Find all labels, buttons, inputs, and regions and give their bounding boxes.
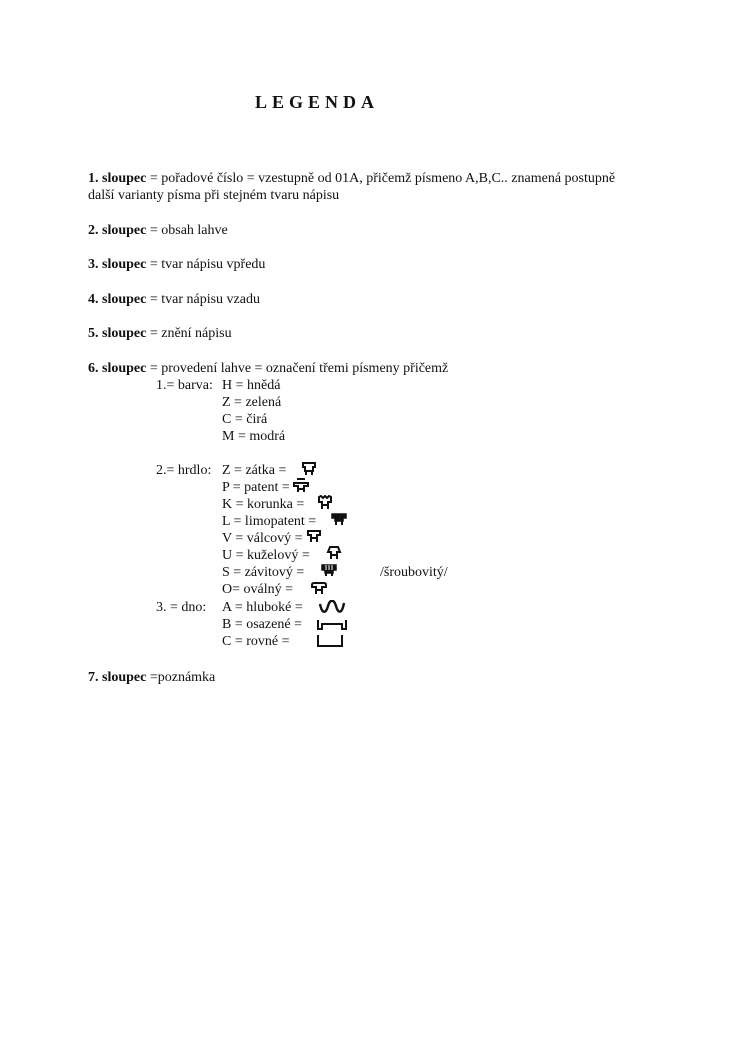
neck-item: K = korunka = bbox=[222, 497, 305, 512]
column-1-entry-continuation: další varianty písma při stejném tvaru nápisu bbox=[88, 188, 340, 203]
threaded-neck-note: /šroubovitý/ bbox=[380, 565, 448, 580]
color-heading: 1.= barva: bbox=[156, 378, 213, 393]
threaded-neck-icon bbox=[320, 563, 338, 577]
column-description: = provedení lahve = označení třemi písmeny přičemž bbox=[146, 361, 449, 376]
column-label: 6. sloupec bbox=[88, 361, 147, 376]
column-7-entry bbox=[88, 669, 215, 686]
column-3-entry bbox=[88, 256, 265, 273]
color-item: M = modrá bbox=[222, 429, 286, 444]
color-item: C = čirá bbox=[222, 412, 268, 427]
neck-item: P = patent = bbox=[222, 480, 290, 495]
neck-item: U = kuželový = bbox=[222, 548, 310, 563]
color-item: Z = zelená bbox=[222, 395, 282, 410]
neck-item: S = závitový = bbox=[222, 565, 305, 580]
column-description: =poznámka bbox=[146, 670, 216, 685]
neck-item: Z = zátka = bbox=[222, 463, 287, 478]
column-label: 2. sloupec bbox=[88, 223, 147, 238]
column-label: 3. sloupec bbox=[88, 257, 147, 272]
column-2-entry bbox=[88, 222, 228, 239]
column-label: 7. sloupec bbox=[88, 670, 147, 685]
neck-item: V = válcový = bbox=[222, 531, 303, 546]
column-description: = pořadové číslo = vzestupně od 01A, přičemž písmeno A,B,C.. znamená postupně bbox=[146, 171, 616, 186]
column-6-entry bbox=[88, 360, 448, 377]
column-label: 1. sloupec bbox=[88, 171, 147, 186]
bottom-heading: 3. = dno: bbox=[156, 600, 207, 615]
color-item: H = hnědá bbox=[222, 378, 281, 393]
patent-neck-icon bbox=[292, 478, 310, 493]
column-5-entry bbox=[88, 325, 232, 342]
neck-heading: 2.= hrdlo: bbox=[156, 463, 212, 478]
flat-bottom-icon bbox=[316, 634, 344, 648]
limopatent-neck-icon bbox=[330, 512, 348, 526]
bottom-item: A = hluboké = bbox=[222, 600, 303, 615]
bottom-item: B = osazené = bbox=[222, 617, 302, 632]
oval-neck-icon bbox=[310, 581, 328, 595]
neck-item: L = limopatent = bbox=[222, 514, 317, 529]
column-description: = tvar nápisu vpředu bbox=[146, 257, 266, 272]
column-description: = znění nápisu bbox=[146, 326, 232, 341]
column-description: = tvar nápisu vzadu bbox=[146, 292, 260, 307]
page-title: LEGENDA bbox=[254, 92, 379, 112]
bottom-item: C = rovné = bbox=[222, 634, 290, 649]
stopper-neck-icon bbox=[300, 462, 318, 476]
column-label: 4. sloupec bbox=[88, 292, 147, 307]
deep-bottom-icon bbox=[318, 600, 346, 614]
column-label: 5. sloupec bbox=[88, 326, 147, 341]
column-description: = obsah lahve bbox=[146, 223, 228, 238]
column-4-entry bbox=[88, 291, 260, 308]
column-1-entry bbox=[88, 170, 615, 187]
stepped-bottom-icon bbox=[316, 618, 348, 632]
cylindrical-neck-icon bbox=[306, 529, 322, 543]
conical-neck-icon bbox=[326, 546, 342, 560]
neck-item: O= oválný = bbox=[222, 582, 294, 597]
crown-neck-icon bbox=[316, 495, 334, 510]
